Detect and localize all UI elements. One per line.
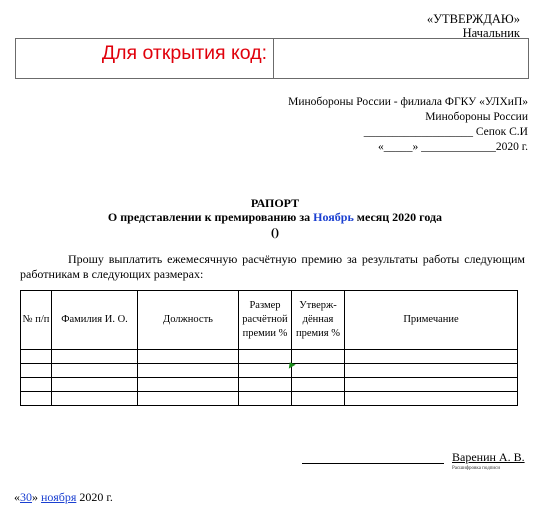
date-close-quote: » [32,490,41,504]
org-line-3: ___________________ Сепок С.И [363,126,528,138]
col-calc-bonus: Размер расчётной премии % [239,291,292,350]
table-cell[interactable] [239,378,292,392]
approval-position: Начальник [462,26,520,40]
table-cell[interactable] [239,364,292,378]
table-cell[interactable] [52,364,138,378]
subtitle-parens: () [271,225,279,239]
table-cell[interactable] [21,392,52,406]
org-line-2: Минобороны России [425,111,528,123]
document-title: РАПОРТ [250,196,300,210]
table-cell[interactable] [345,392,518,406]
table-cell[interactable] [239,392,292,406]
table-cell[interactable] [138,364,239,378]
organization-block [288,95,528,155]
signature-name: Варенин А. В. [452,450,525,464]
signature-caption: Расшифровка подписи [452,466,500,471]
table-cell[interactable] [292,378,345,392]
table-cell[interactable] [292,350,345,364]
signature-line[interactable] [302,450,444,464]
col-note: Примечание [345,291,518,350]
col-name: Фамилия И. О. [52,291,138,350]
month-field[interactable]: Ноябрь [313,210,354,224]
table-cell[interactable] [52,350,138,364]
table-cell[interactable] [21,378,52,392]
document-date [14,490,113,505]
table-cell[interactable] [21,364,52,378]
date-open-quote: « [14,490,20,504]
table-row [21,378,518,392]
table-cell[interactable] [345,350,518,364]
table-cell[interactable] [21,350,52,364]
document-subtitle [0,210,550,225]
col-approved-bonus: Утверж-дённая премия % [292,291,345,350]
subtitle-prefix: О представлении к премированию за [107,210,314,224]
approval-block [427,12,520,40]
subtitle-suffix: месяц 2020 года [353,210,443,224]
org-line-1: Минобороны России - филиала ФГКУ «УЛХиП» [288,96,528,108]
employees-table [20,290,518,406]
table-cell[interactable] [138,350,239,364]
table-cell[interactable] [239,350,292,364]
date-year: 2020 г. [76,490,113,504]
table-cell[interactable] [345,364,518,378]
date-day-field[interactable]: 30 [20,490,32,504]
request-paragraph: Прошу выплатить ежемесячную расчётную премию за результаты работы следующим работникам в следующих размерах: [20,252,525,281]
date-month-field[interactable]: ноября [41,490,77,504]
table-cell[interactable] [52,378,138,392]
table-row [21,392,518,406]
approval-title: «УТВЕРЖДАЮ» [426,12,520,26]
table-cell[interactable] [292,364,345,378]
table-cell[interactable] [138,378,239,392]
col-number: № п/п [21,291,52,350]
table-cell[interactable] [138,392,239,406]
table-row [21,364,518,378]
col-position: Должность [138,291,239,350]
table-cell[interactable] [52,392,138,406]
table-header-row [21,291,518,350]
table-row [21,350,518,364]
code-box [15,38,529,79]
code-label: Для открытия код: [16,39,274,78]
code-input-cell[interactable] [274,39,528,78]
table-cell[interactable] [292,392,345,406]
org-line-4: «_____» _____________2020 г. [377,141,528,153]
table-cell[interactable] [345,378,518,392]
